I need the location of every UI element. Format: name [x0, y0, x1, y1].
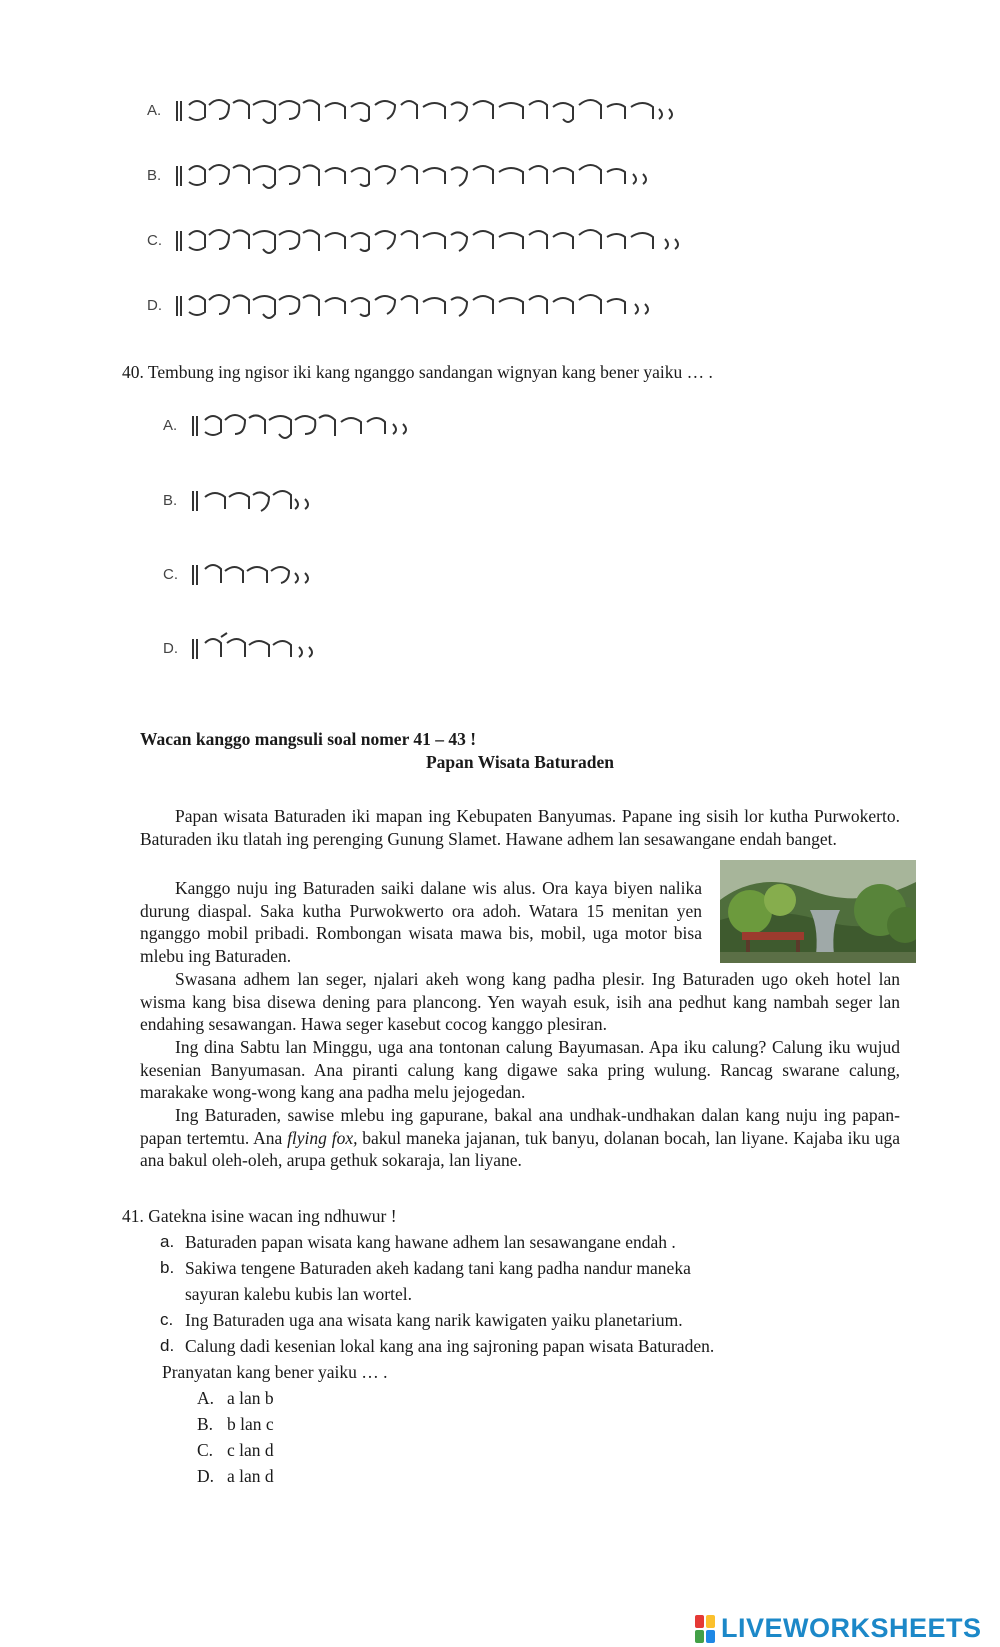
- reading-paragraph-3: Swasana adhem lan seger, njalari akeh wong kang padha plesir. Ing Baturaden ugo okeh hotel lan wisma kang bisa disewa dening para plancong. Yen wayah esuk, isih ana pedhut kang nambah seger lan endahing sesawangan. Hawa seger kasebut cocog kanggo plesiran.: [140, 969, 900, 1035]
- q39-option-d[interactable]: [147, 288, 685, 322]
- javanese-script-image: [175, 93, 695, 127]
- statement-letter: [160, 1284, 185, 1305]
- option-letter: D.: [163, 639, 178, 657]
- javanese-script-image: [175, 288, 685, 322]
- answer-letter: C.: [197, 1440, 214, 1460]
- reading-instruction: Wacan kanggo mangsuli soal nomer 41 – 43 !: [140, 729, 477, 749]
- q40-option-d[interactable]: [163, 631, 331, 665]
- statement-text: Ing Baturaden uga ana wisata kang narik kawigaten yaiku planetarium.: [185, 1310, 683, 1330]
- q39-option-a[interactable]: [147, 93, 695, 127]
- option-letter: C.: [163, 565, 178, 583]
- q39-option-c[interactable]: [147, 223, 705, 257]
- q41-answer-a[interactable]: [197, 1388, 274, 1409]
- liveworksheets-logo[interactable]: [695, 1613, 982, 1644]
- statement-text: Calung dadi kesenian lokal kang ana ing sajroning papan wisata Baturaden.: [185, 1336, 715, 1356]
- q40-option-c[interactable]: [163, 557, 321, 591]
- q41-statement-b: [160, 1258, 691, 1279]
- q41-statement-c: [160, 1310, 683, 1331]
- statement-letter: b.: [160, 1258, 175, 1277]
- reading-paragraph-4: Ing dina Sabtu lan Minggu, uga ana tontonan calung Bayumasan. Apa iku calung? Calung iku wujud kesenian Banyumasan. Ana piranti calung kang digawe saka pring wulung. Rancag swarane calung, marakake wong-wong kang ana padha melu jejogedan.: [140, 1037, 900, 1103]
- option-letter: D.: [147, 296, 162, 314]
- statement-letter: a.: [160, 1232, 175, 1251]
- option-letter: B.: [147, 166, 162, 184]
- q39-option-b[interactable]: [147, 158, 675, 192]
- paragraph-5-italic: flying fox,: [287, 1127, 358, 1148]
- javanese-script-image: [191, 557, 321, 591]
- q40-option-a[interactable]: [163, 408, 431, 442]
- logo-square: [695, 1615, 704, 1628]
- option-letter: A.: [163, 416, 178, 434]
- logo-square: [706, 1630, 715, 1643]
- q40-option-b[interactable]: [163, 483, 321, 517]
- reading-paragraph-5: [140, 1104, 900, 1172]
- q41-statement-d: [160, 1336, 714, 1357]
- answer-text: b lan c: [227, 1414, 274, 1434]
- javanese-script-image: [191, 483, 321, 517]
- paragraph-5-text-a: Ing Baturaden, sawise mlebu ing gapurane, bakal ana undhak-undhakan dalan kang nuju ing papan-papan tertemtu. Ana: [140, 1105, 900, 1148]
- statement-letter: d.: [160, 1336, 175, 1355]
- paragraph-5-text-b: bakul maneka jajanan, tuk banyu, dolanan bocah, lan liyane. Kajaba iku uga ana bakul oleh-oleh, arupa gethuk sokaraja, lan liyane.: [140, 1127, 900, 1171]
- logo-square: [706, 1615, 715, 1628]
- q41-statement-a: [160, 1232, 676, 1253]
- logo-text: LIVEWORKSHEETS: [721, 1613, 982, 1643]
- javanese-script-image: [175, 158, 675, 192]
- javanese-script-image: [175, 223, 705, 257]
- javanese-script-image: [191, 408, 431, 442]
- q41-statement-b-continued: [160, 1284, 412, 1305]
- q41-answer-b[interactable]: [197, 1414, 274, 1435]
- q41-answer-d[interactable]: [197, 1466, 274, 1487]
- logo-grid-icon: [695, 1615, 715, 1643]
- answer-letter: A.: [197, 1388, 215, 1408]
- q41-prompt: Pranyatan kang bener yaiku … .: [162, 1362, 388, 1382]
- statement-text: Baturaden papan wisata kang hawane adhem lan sesawangane endah .: [185, 1232, 676, 1252]
- reading-paragraph-2: Kanggo nuju ing Baturaden saiki dalane wis alus. Ora kaya biyen nalika durung diaspal. Saka kutha Purwokwerto ora adoh. Watara 15 menitan yen nganggo mobil pribadi. Rombongan wisata mawa bis, mobil, uga motor bisa mlebu ing Baturaden.: [140, 878, 702, 966]
- option-letter: C.: [147, 231, 162, 249]
- reading-title: Papan Wisata Baturaden: [425, 752, 614, 772]
- option-letter: B.: [163, 491, 178, 509]
- logo-square: [695, 1630, 704, 1643]
- answer-text: a lan d: [227, 1466, 274, 1486]
- answer-letter: B.: [197, 1414, 214, 1434]
- statement-text: sayuran kalebu kubis lan wortel.: [185, 1284, 412, 1304]
- statement-letter: c.: [160, 1310, 174, 1329]
- baturaden-photo: [720, 860, 916, 963]
- q41-answer-c[interactable]: [197, 1440, 274, 1461]
- reading-paragraph-1: Papan wisata Baturaden iki mapan ing Kebupaten Banyumas. Papane ing sisih lor kutha Purwokerto. Baturaden iku tlatah ing perenging Gunung Slamet. Hawane adhem lan sesawangane endah banget.: [140, 806, 900, 849]
- option-letter: A.: [147, 101, 162, 119]
- javanese-script-image: [191, 631, 331, 665]
- q40-question: 40. Tembung ing ngisor iki kang nganggo sandangan wignyan kang bener yaiku … .: [122, 362, 713, 382]
- answer-text: a lan b: [227, 1388, 274, 1408]
- answer-text: c lan d: [227, 1440, 274, 1460]
- q41-question: 41. Gatekna isine wacan ing ndhuwur !: [122, 1206, 397, 1226]
- answer-letter: D.: [197, 1466, 215, 1486]
- statement-text: Sakiwa tengene Baturaden akeh kadang tani kang padha nandur maneka: [185, 1258, 691, 1278]
